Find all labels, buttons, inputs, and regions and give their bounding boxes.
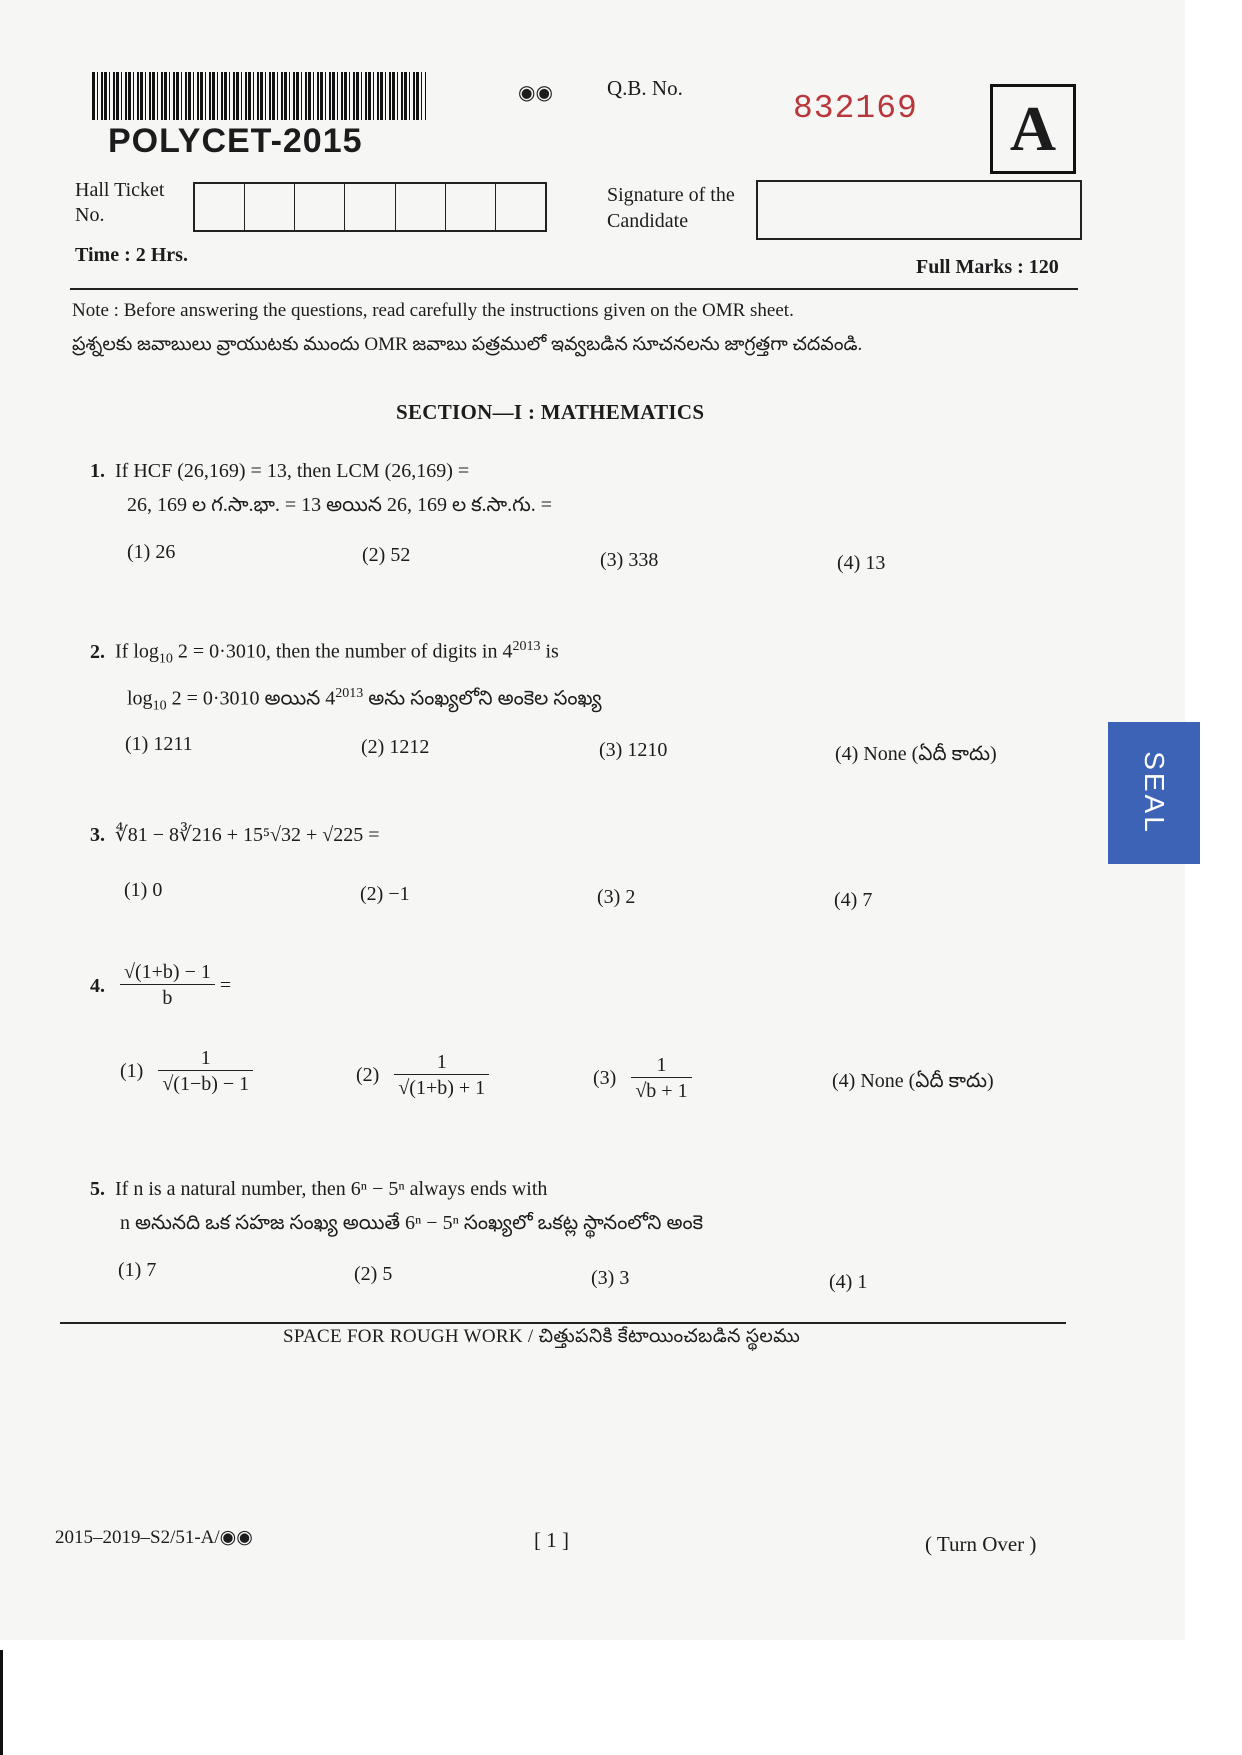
question-text: If n is a natural number, then 6ⁿ − 5ⁿ always ends with <box>115 1178 548 1200</box>
turn-over-label: ( Turn Over ) <box>925 1532 1037 1556</box>
question-number: 5. <box>90 1178 105 1200</box>
q1-option-4[interactable]: (4) 13 <box>837 552 886 574</box>
question-2: 2. If $\log_{10} 2 = 0\cdot 3010$, then the number of digits in $4^{2013}$ is $\log_{10} 2 = 0\cdot 3010$ అయిన $4^{2013}$ అను సంఖ్యలోని అంకెల సంఖ్య <box>90 639 602 714</box>
set-letter: A <box>1009 93 1057 164</box>
question-number: 3. <box>90 824 105 846</box>
q1-option-2[interactable]: (2) 52 <box>362 544 411 566</box>
question-number: 2. <box>90 640 105 663</box>
question-1 <box>90 454 1040 522</box>
signature-label: Signature of the Candidate <box>607 184 735 232</box>
hall-ticket-label: Hall Ticket No. <box>75 179 165 226</box>
note-telugu: ప్రశ్నలకు జవాబులు వ్రాయుటకు ముందు OMR జవాబు పత్రములో ఇవ్వబడిన సూచనలను జాగ్రత్తగా చదవండి. <box>72 334 863 355</box>
full-marks: Full Marks : 120 <box>916 256 1059 278</box>
signature-field[interactable] <box>756 180 1082 240</box>
seal-label: SEAL <box>1138 751 1170 835</box>
question-text-telugu: n అనునది ఒక సహజ సంఖ్య అయితే 6ⁿ − 5ⁿ సంఖ్యలో ఒకట్ల స్థానంలోని అంకె <box>120 1212 704 1234</box>
time-allowed: Time : 2 Hrs. <box>75 244 188 266</box>
q3-option-2[interactable]: (2) −1 <box>360 883 410 905</box>
q4-option-1[interactable]: (1) $\frac{1}{√(1-b) - 1}$ <box>120 1046 253 1097</box>
barcode <box>92 72 426 120</box>
seal-tab <box>1108 722 1200 864</box>
q4-option-4[interactable]: (4) None (ఏదీ కాదు) <box>832 1070 994 1092</box>
q3-option-4[interactable]: (4) 7 <box>834 889 873 911</box>
q4-option-2[interactable]: (2) $\frac{1}{√(1+b) + 1}$ <box>356 1050 489 1101</box>
q2-option-2[interactable]: (2) 1212 <box>361 736 430 758</box>
question-text: If HCF (26,169) = 13, then LCM (26,169) = <box>115 460 470 482</box>
q1-option-3[interactable]: (3) 338 <box>600 549 659 571</box>
hall-ticket-field[interactable] <box>193 182 547 232</box>
instructions-note <box>72 294 1072 362</box>
set-code-box <box>990 84 1076 174</box>
q2-option-3[interactable]: (3) 1210 <box>599 739 668 761</box>
q4-option-3[interactable]: (3) $\frac{1}{√b + 1}$ <box>593 1053 692 1104</box>
header-divider <box>70 288 1078 290</box>
scan-edge <box>0 1650 3 1755</box>
qb-label: Q.B. No. <box>607 76 683 100</box>
q5-option-3[interactable]: (3) 3 <box>591 1267 630 1289</box>
q5-option-1[interactable]: (1) 7 <box>118 1259 157 1281</box>
q3-option-3[interactable]: (3) 2 <box>597 886 636 908</box>
section-title: SECTION—I : MATHEMATICS <box>396 400 705 424</box>
rough-work-label: SPACE FOR ROUGH WORK / చిత్తుపనికి కేటాయించబడిన స్థలము <box>283 1326 801 1347</box>
note-english: Note : Before answering the questions, read carefully the instructions given on the OMR sheet. <box>72 300 794 321</box>
q2-option-4[interactable]: (4) None (ఏదీ కాదు) <box>835 743 997 765</box>
q5-option-2[interactable]: (2) 5 <box>354 1263 393 1285</box>
question-5 <box>90 1172 1050 1240</box>
page-number: [ 1 ] <box>534 1528 569 1552</box>
qb-number: 832169 <box>793 90 918 127</box>
question-number: 4. <box>90 974 105 997</box>
q1-option-1[interactable]: (1) 26 <box>127 541 176 563</box>
q3-option-1[interactable]: (1) 0 <box>124 879 163 901</box>
paper-code: 2015–2019–S2/51-A/◉◉ <box>55 1527 253 1548</box>
question-text-telugu: 26, 169 ల గ.సా.భా. = 13 అయిన 26, 169 ల క.సా.గు. = <box>127 494 553 516</box>
question-4: 4. $\frac{√(1+b) - 1}{b}$ = <box>90 961 232 1009</box>
booklet-symbol: ◉◉ <box>518 82 553 104</box>
question-3 <box>90 818 1040 852</box>
exam-title: POLYCET-2015 <box>108 122 363 160</box>
question-number: 1. <box>90 460 105 482</box>
q5-option-4[interactable]: (4) 1 <box>829 1271 868 1293</box>
question-fraction: $\frac{√(1+b) - 1}{b}$ <box>120 960 215 1011</box>
rough-work-divider <box>60 1322 1066 1324</box>
q2-option-1[interactable]: (1) 1211 <box>125 733 193 755</box>
question-expression: ∜81 − 8∛216 + 15⁵√32 + √225 = <box>115 824 380 846</box>
